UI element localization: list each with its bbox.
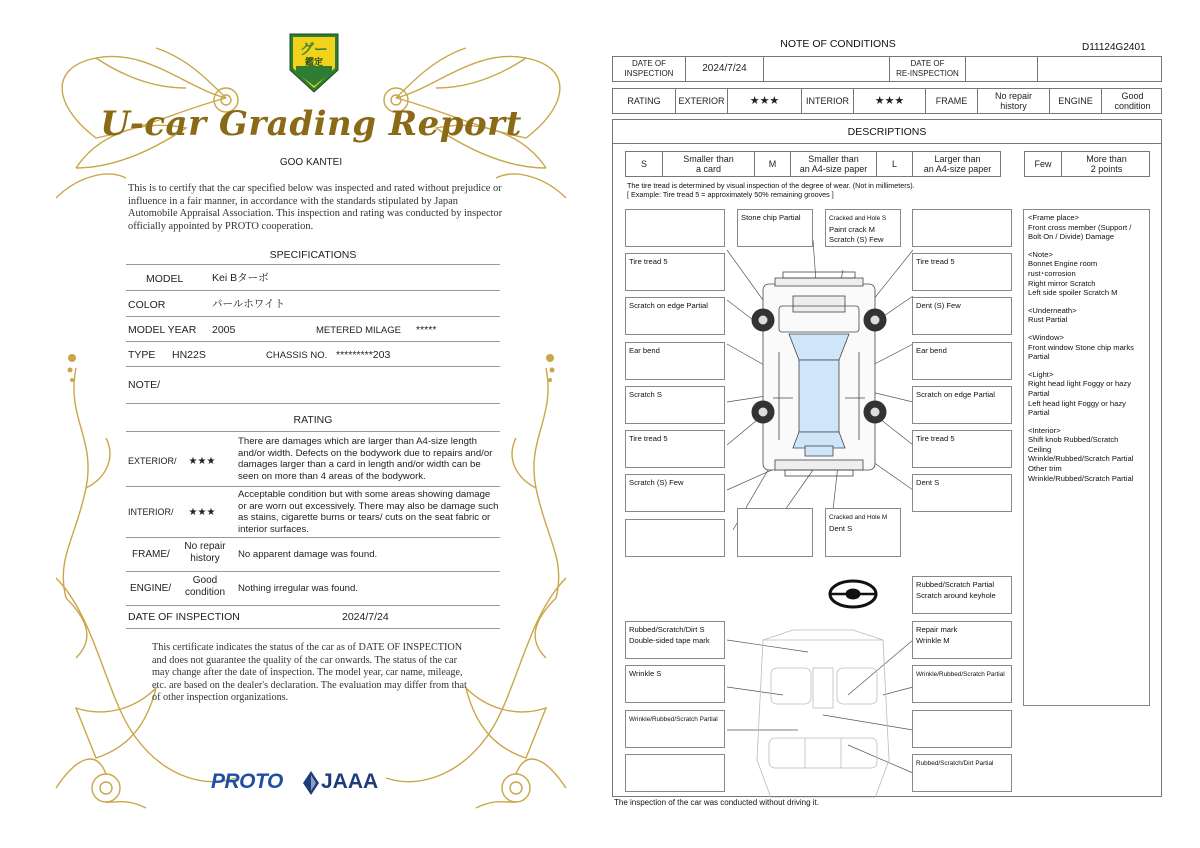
frame-value-line2: history: [190, 553, 220, 564]
damage-box-top-mid: Stone chip Partial: [737, 209, 813, 247]
damage-box-bottom-mid: Cracked and Hole M Dent S: [825, 508, 901, 557]
date-blank-3: [1037, 57, 1163, 81]
legend-l-desc: Larger than an A4-size paper: [912, 152, 1002, 176]
date-inspection-label: DATE OF INSPECTION: [624, 59, 674, 78]
spec-row-year: [126, 317, 500, 342]
rating-row-frame: [126, 538, 500, 572]
interior-box-l1: Rubbed/Scratch/Dirt S Double-sided tape mark: [625, 621, 725, 659]
date-of-inspection-value: 2024/7/24: [342, 611, 389, 623]
damage-box-l-scratch-edge: Scratch on edge Partial: [625, 297, 725, 335]
engine-value-line1: Good: [192, 575, 218, 586]
type-value: HN22S: [172, 349, 206, 361]
damage-box-l-tire-front: Tire tread 5: [625, 253, 725, 291]
notes-note: <Note> Bonnet Engine room rust･corrosion Right mirror Scratch Left side spoiler Scratch M: [1028, 249, 1118, 298]
frame-value: No repair history: [977, 89, 1049, 113]
color-value: パールホワイト: [212, 298, 285, 310]
interior-box-r3: [912, 710, 1012, 748]
spec-row-color: [126, 291, 500, 317]
frame-description: No apparent damage was found.: [238, 549, 378, 560]
engine-label: ENGINE: [1049, 89, 1101, 113]
car-interior-view-outline: [757, 630, 889, 798]
rating-row-date: [126, 606, 500, 629]
tire-note-line1: The tire tread is determined by visual inspection of the degree of wear. (Not in millimeters).: [627, 181, 915, 190]
model-year-value: 2005: [212, 324, 236, 336]
reinspection-value: [965, 57, 1037, 81]
interior-box-l2: Wrinkle S: [625, 665, 725, 703]
engine-label: ENGINE/: [130, 583, 172, 594]
car-top-view-outline: [763, 272, 875, 476]
damage-box-l-scratch-s: Scratch S: [625, 386, 725, 424]
legend-few: Few: [1034, 159, 1052, 169]
damage-box-r-top: [912, 209, 1012, 247]
date-inspection-value: 2024/7/24: [685, 57, 763, 81]
legend-s: S: [640, 159, 647, 169]
noc-footer-note: The inspection of the car was conducted without driving it.: [614, 798, 819, 807]
damage-box-l-ear-bend: Ear bend: [625, 342, 725, 380]
damage-box-r-scratch-edge: Scratch on edge Partial: [912, 386, 1012, 424]
date-of-inspection-label: DATE OF INSPECTION: [128, 611, 240, 623]
type-label: TYPE: [128, 349, 156, 361]
damage-box-l-bottom: [625, 519, 725, 557]
jaaa-logo: JAAA: [321, 770, 379, 793]
model-label: MODEL: [146, 273, 184, 285]
frame-value-line1: No repair: [184, 541, 226, 552]
exterior-stars: ★★★: [188, 456, 216, 467]
descriptions-panel: [612, 119, 1162, 797]
report-id: D11124G2401: [1082, 42, 1146, 53]
certificate-subtitle: GOO KANTEI: [279, 157, 343, 168]
date-blank-1: [763, 57, 889, 81]
legend-s-desc: Smaller than a card: [662, 152, 754, 176]
exterior-label: EXTERIOR: [675, 89, 727, 113]
spec-row-type: [126, 342, 500, 367]
damage-box-bottom-left: [737, 508, 813, 557]
engine-value: [178, 575, 232, 599]
damage-box-l-scratch-few: Scratch (S) Few: [625, 474, 725, 512]
legend-l: L: [876, 152, 912, 176]
rating-heading: RATING: [293, 414, 333, 426]
damage-box-r-dent-s: Dent S: [912, 474, 1012, 512]
footer-logos: [211, 770, 411, 798]
interior-description: Acceptable condition but with some areas showing damage or are worn out excessively. There may also be damage such as stains, cigarette burns or tears/ cuts on the seat fabric or interior surfaces.: [238, 489, 499, 535]
rating-row-exterior: [126, 432, 500, 487]
notes-underneath: <Underneath> Rust Partial: [1028, 305, 1077, 325]
rating-summary-table: [612, 88, 1162, 114]
damage-box-top-right: Cracked and Hole S Paint crack M Scratch (S) Few: [825, 209, 901, 247]
metered-milage-value: *****: [416, 324, 437, 336]
interior-stars: ★★★: [853, 89, 925, 113]
exterior-stars: ★★★: [727, 89, 801, 113]
model-year-label: MODEL YEAR: [128, 324, 197, 336]
frame-label: FRAME/: [132, 549, 170, 560]
steering-wheel-icon: [830, 581, 876, 607]
chassis-label: CHASSIS NO.: [266, 350, 328, 361]
damage-box-l-top: [625, 209, 725, 247]
interior-box-r1: Repair mark Wrinkle M: [912, 621, 1012, 659]
noc-title: NOTE OF CONDITIONS: [780, 38, 896, 50]
note-label: NOTE/: [128, 379, 161, 391]
legend-m: M: [754, 152, 790, 176]
damage-box-r-dent-few: Dent (S) Few: [912, 297, 1012, 335]
svg-text:グー: グー: [300, 42, 328, 58]
grading-certificate: [36, 18, 586, 828]
goo-kantei-badge-icon: [288, 32, 340, 94]
engine-value: Good condition: [1101, 89, 1163, 113]
interior-box-l4: [625, 754, 725, 792]
rating-label: RATING: [627, 96, 661, 106]
interior-stars: ★★★: [188, 507, 216, 518]
interior-box-steering: Rubbed/Scratch Partial Scratch around keyhole: [912, 576, 1012, 614]
rating-row-engine: [126, 572, 500, 606]
condition-notes-panel: [1023, 209, 1150, 706]
jaaa-emblem-icon: [303, 771, 319, 795]
frame-value: [178, 541, 232, 565]
damage-box-r-ear-bend: Ear bend: [912, 342, 1012, 380]
interior-label: INTERIOR/: [128, 507, 174, 517]
interior-box-l3: Wrinkle/Rubbed/Scratch Partial: [625, 710, 725, 748]
notes-window: <Window> Front window Stone chip marks Partial: [1028, 332, 1134, 362]
certificate-title: U-car Grading Report: [100, 104, 522, 144]
interior-label: INTERIOR: [801, 89, 853, 113]
svg-text:鑑定: 鑑定: [304, 58, 324, 68]
legend-m-desc: Smaller than an A4-size paper: [790, 152, 876, 176]
notes-interior: <Interior> Shift knob Rubbed/Scratch Ceiling Wrinkle/Rubbed/Scratch Partial Other trim Wrinkle/Rubbed/Scratch Partial: [1028, 425, 1134, 483]
damage-box-r-tire-rear: Tire tread 5: [912, 430, 1012, 468]
frame-label: FRAME: [925, 89, 977, 113]
inspection-date-table: [612, 56, 1162, 82]
exterior-label: EXTERIOR/: [128, 456, 177, 466]
notes-frame-place: <Frame place> Front cross member (Support / Bolt On / Divide) Damage: [1028, 213, 1132, 242]
metered-milage-label: METERED MILAGE: [316, 325, 401, 336]
legend-few-desc: More than 2 points: [1061, 152, 1151, 176]
rating-row-interior: [126, 487, 500, 538]
spec-row-model: [126, 265, 500, 291]
note-of-conditions: [612, 32, 1164, 812]
damage-box-l-tire-rear: Tire tread 5: [625, 430, 725, 468]
certificate-closing-note: This certificate indicates the status of the car as of DATE OF INSPECTION and does not guarantee the quality of the car onwards. The status of the car may change after the date of inspection. The model year, car name, mileage, etc. are based on the dealer's declaration. The evaluation may differ from that of other inspection organizations.: [152, 642, 467, 703]
tire-note-line2: [ Example: Tire tread 5 = approximately 50% remaining grooves ]: [627, 190, 834, 199]
reinspection-label: DATE OF RE-INSPECTION: [889, 57, 965, 81]
specifications-heading: SPECIFICATIONS: [269, 249, 357, 261]
engine-description: Nothing irregular was found.: [238, 583, 358, 594]
color-label: COLOR: [128, 299, 166, 311]
exterior-description: There are damages which are larger than A4-size length and/or width. Defects on the bodywork due to repairs and/or damages larger than a card in length and/or width can be seen on more than 4 areas of the bodywork.: [238, 436, 493, 482]
descriptions-heading: DESCRIPTIONS: [613, 120, 1161, 144]
damage-box-r-tire-front: Tire tread 5: [912, 253, 1012, 291]
proto-logo: PROTO: [211, 770, 283, 793]
engine-value-line2: condition: [184, 587, 226, 598]
model-value: Kei Bターボ: [212, 272, 269, 284]
spec-row-note: [126, 367, 500, 404]
interior-box-r4: Rubbed/Scratch/Dirt Partial: [912, 754, 1012, 792]
interior-box-r2: Wrinkle/Rubbed/Scratch Partial: [912, 665, 1012, 703]
certificate-intro: This is to certify that the car specified below was inspected and rated without prejudice or influence in a fair manner, in accordance with the standards stipulated by Japan Automobile Appraisal Association. This inspection and rating was conducted by inspector officially appointed by PROTO cooperation.: [128, 183, 503, 232]
chassis-value: *********203: [336, 349, 391, 361]
notes-light: <Light> Right head light Foggy or hazy Partial Left head light Foggy or hazy Partial: [1028, 369, 1131, 418]
